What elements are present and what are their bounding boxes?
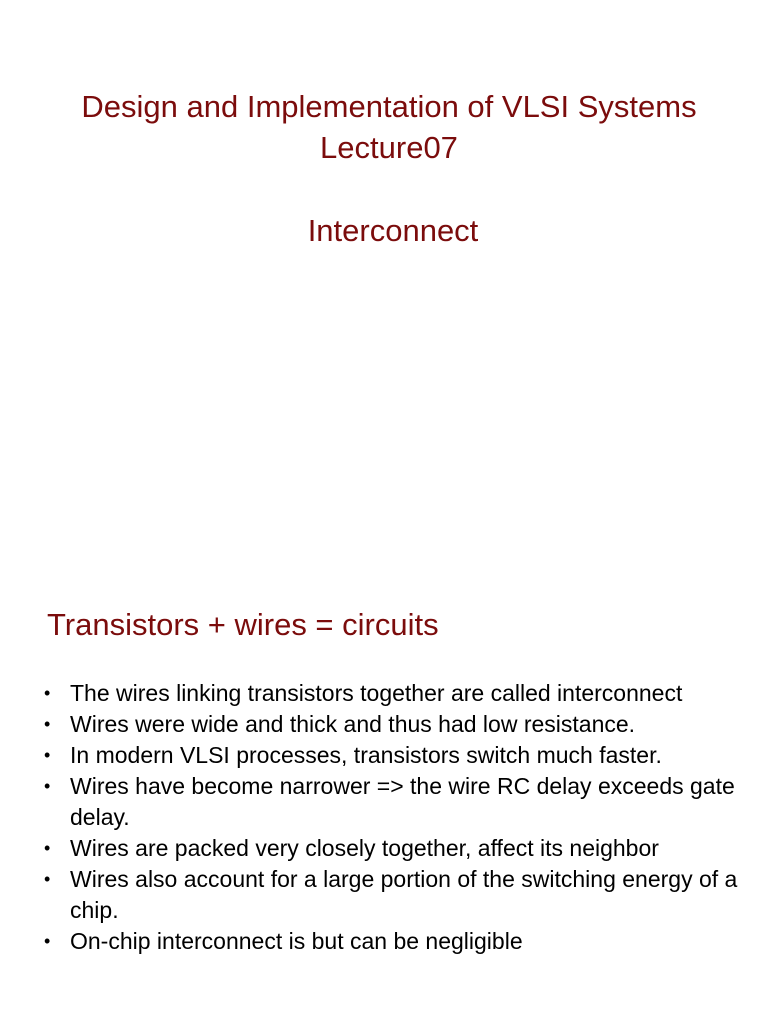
bullet-icon: •: [44, 931, 51, 951]
course-title: Design and Implementation of VLSI Systems: [81, 89, 697, 124]
bullet-icon: •: [44, 869, 51, 889]
lecture-topic: Interconnect: [307, 213, 479, 248]
bullet-text: On-chip interconnect is but can be negligible: [70, 928, 523, 954]
bullet-text: The wires linking transistors together are called interconnect: [70, 680, 683, 706]
bullet-text: Wires have become narrower => the wire RC delay exceeds gate delay.: [70, 773, 735, 830]
bullet-text: Wires also account for a large portion of the switching energy of a chip.: [70, 866, 738, 923]
slide-heading: Transistors + wires = circuits: [47, 607, 439, 642]
bullet-icon: •: [44, 745, 51, 765]
lecture-number: Lecture07: [320, 130, 458, 165]
bullet-list: [44, 678, 764, 957]
content-slide: [0, 590, 768, 1024]
bullet-item: [44, 864, 764, 926]
bullet-item: [44, 740, 764, 771]
bullet-item: [44, 709, 764, 740]
bullet-item: [44, 833, 764, 864]
bullet-text: Wires are packed very closely together, affect its neighbor: [70, 835, 659, 861]
bullet-icon: •: [44, 776, 51, 796]
slide-title: [0, 86, 768, 168]
bullet-item: [44, 678, 764, 709]
bullet-item: [44, 771, 764, 833]
bullet-icon: •: [44, 838, 51, 858]
bullet-icon: •: [44, 714, 51, 734]
bullet-icon: •: [44, 683, 51, 703]
bullet-item: [44, 926, 764, 957]
bullet-text: Wires were wide and thick and thus had low resistance.: [70, 711, 636, 737]
bullet-text: In modern VLSI processes, transistors switch much faster.: [70, 742, 662, 768]
